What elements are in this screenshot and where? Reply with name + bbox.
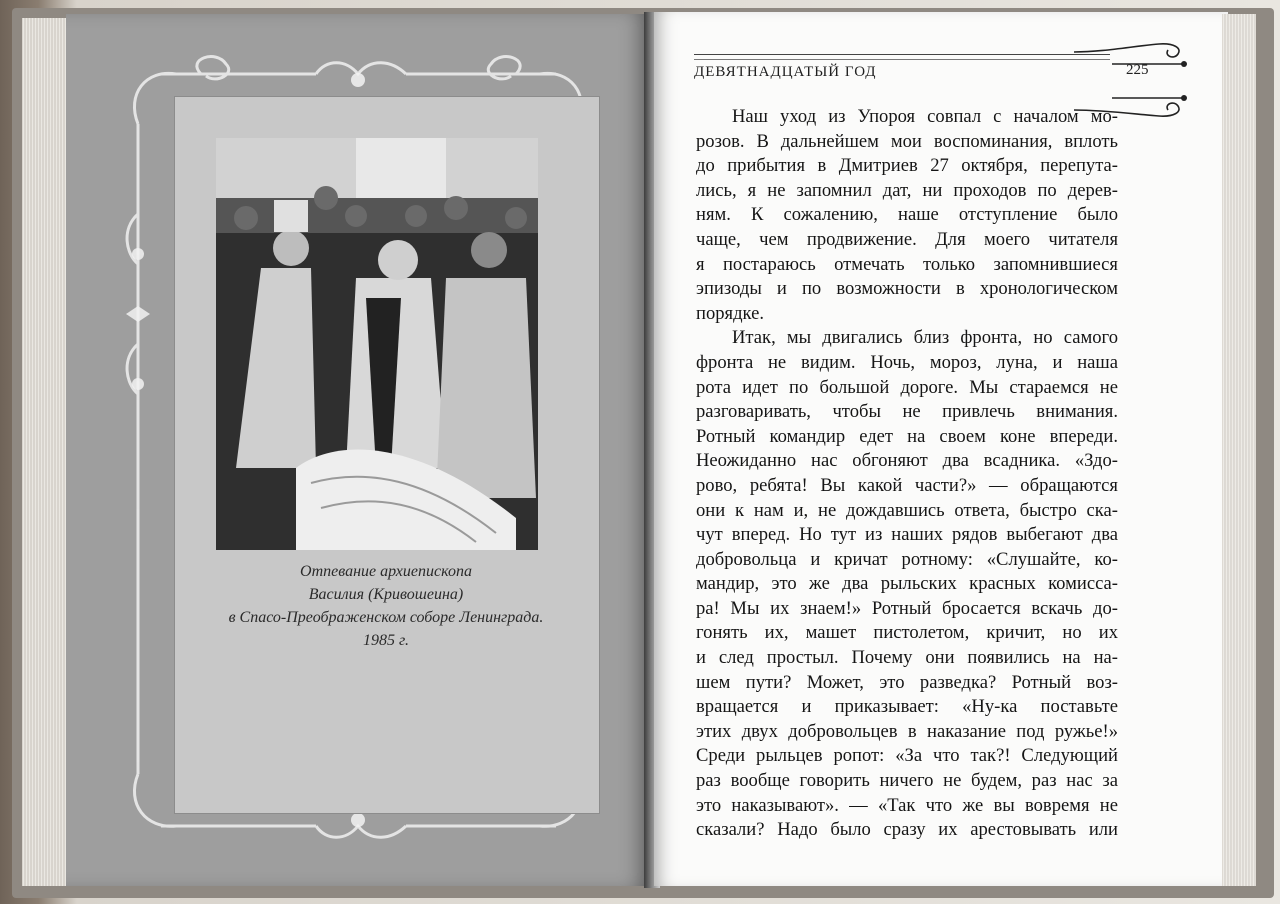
- text-line: вращается и приказывает: «Ну-ка поставьте: [696, 696, 1118, 718]
- text-line: рово, ребята! Вы какой части?» — обращаются: [696, 474, 1118, 496]
- text-line: сказали? Надо было сразу их арестовывать или: [696, 819, 1118, 841]
- text-line: раз вообще говорить ничего не будем, раз нас за: [696, 770, 1118, 792]
- caption-line: 1985 г.: [362, 632, 410, 649]
- text-line: Среди рыльцев ропот: «За что так?! Следующий: [696, 745, 1118, 767]
- right-page: [654, 12, 1228, 886]
- text-line: мандир, это же два рыльских красных комисса-: [696, 573, 1118, 595]
- text-line: и след простыл. Почему они появились на на-: [696, 647, 1118, 669]
- photo-image: [216, 138, 538, 550]
- text-line: Итак, мы двигались близ фронта, но самого: [732, 327, 1118, 349]
- text-line: разговаривать, чтобы не привлечь внимания.: [696, 401, 1118, 423]
- text-line: лись, я не запомнил дат, ни проходов по дерев-: [696, 179, 1118, 201]
- text-line: до прибытия в Дмитриев 27 октября, перепута-: [696, 155, 1118, 177]
- text-line: я постараюсь отмечать только запомнившиеся: [696, 253, 1118, 275]
- text-line: Наш уход из Упороя совпал с началом мо-: [732, 106, 1118, 127]
- photo-caption: [176, 560, 596, 652]
- text-line: фронта не видим. Ночь, мороз, луна, и наша: [696, 351, 1118, 373]
- funeral-photo: [216, 138, 538, 550]
- header-rule: [694, 59, 1110, 60]
- text-line: этих двух добровольцев в наказание под ружье!»: [696, 720, 1118, 742]
- text-line: эпизоды и по возможности в хронологическом: [696, 278, 1118, 300]
- text-line: порядке.: [696, 302, 765, 324]
- body-text: [696, 105, 1118, 843]
- text-line: они к нам и, не дождавшись ответа, быстро ска-: [696, 499, 1118, 521]
- text-line: чаще, чем продвижение. Для моего читателя: [696, 228, 1118, 250]
- text-line: шем пути? Может, это разведка? Ротный воз-: [696, 671, 1118, 693]
- text-line: чут вперед. Но тут из наших рядов выбегают два: [696, 524, 1118, 546]
- caption-line: в Спасо-Преображенском соборе Ленинграда.: [228, 609, 544, 626]
- text-line: добровольца и кричат ротному: «Слушайте, ко-: [696, 548, 1118, 570]
- text-line: ра! Мы их знаем!» Ротный бросается вскачь до-: [696, 597, 1118, 619]
- caption-line: Отпевание архиепископа: [300, 563, 472, 580]
- running-header: ДЕВЯТНАДЦАТЫЙ ГОД: [694, 64, 877, 80]
- text-line: ням. К сожалению, наше отступление было: [696, 204, 1118, 226]
- text-line: гонять их, машет пистолетом, кричит, но их: [696, 622, 1118, 644]
- text-line: розов. В дальнейшем мои воспоминания, вплоть: [696, 130, 1118, 152]
- text-line: рота идет по большой дороге. Мы стараемся не: [696, 376, 1118, 398]
- right-page-edges: [1222, 14, 1256, 886]
- text-line: Неожиданно нас обгоняют два всадника. «Здо-: [696, 450, 1118, 472]
- page-number: 225: [1126, 62, 1149, 78]
- text-line: Ротный командир едет на своем коне впереди.: [696, 425, 1118, 447]
- text-line: это наказывают». — «Так что же вы вовремя не: [696, 794, 1118, 816]
- caption-line: Василия (Кривошеина): [308, 586, 464, 603]
- header-rule: [694, 54, 1110, 55]
